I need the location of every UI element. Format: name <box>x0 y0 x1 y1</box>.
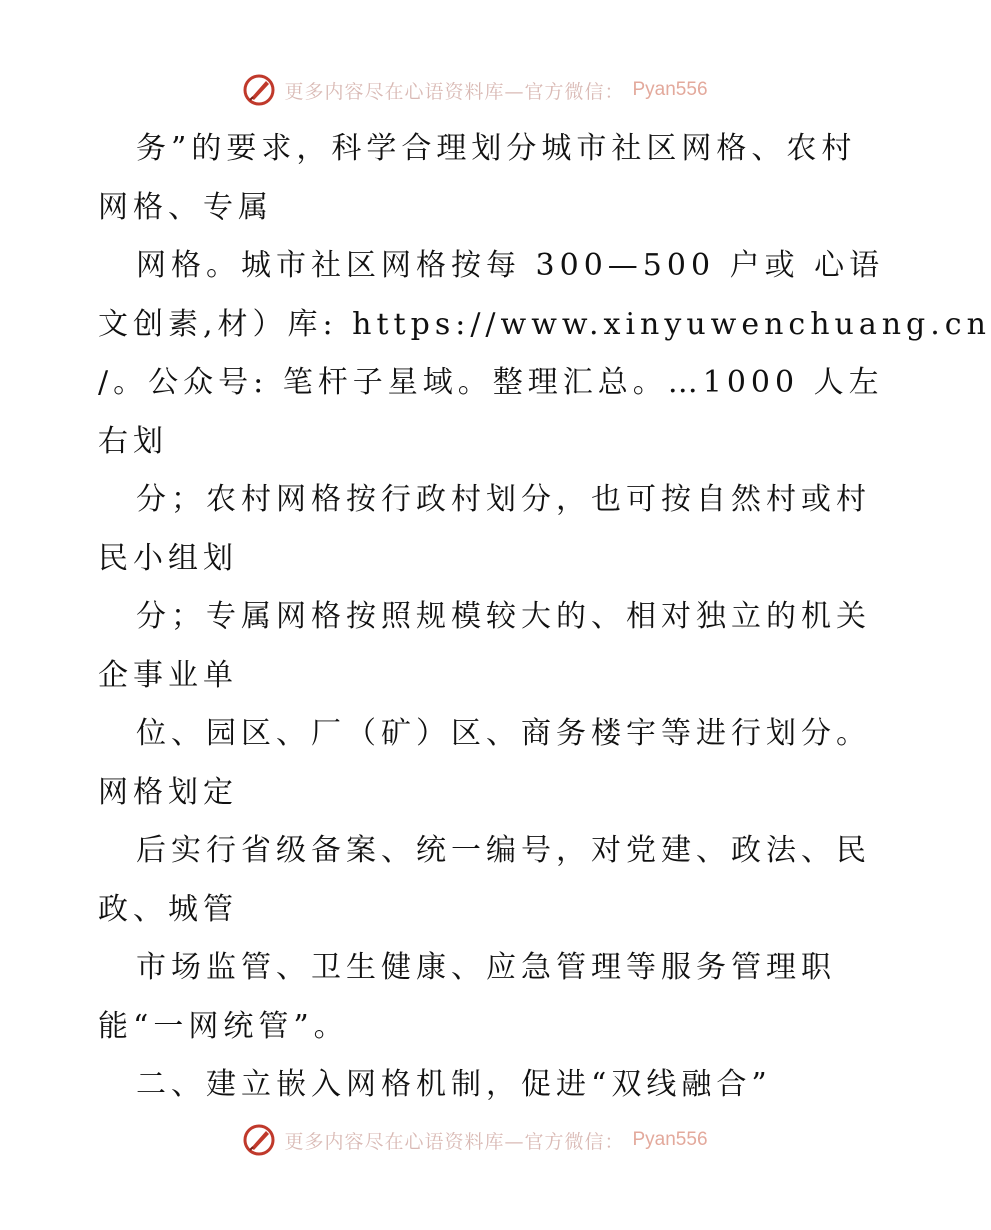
text-line: 位、园区、厂（矿）区、商务楼宇等进行划分。 <box>136 716 871 751</box>
quill-logo-icon <box>242 73 276 107</box>
text-line: 文创素,材）库: https://www.xinyuwenchuang.cn <box>98 306 991 342</box>
watermark-text: 更多内容尽在心语资料库—官方微信： <box>284 80 625 103</box>
text-line: 分；专属网格按照规模较大的、相对独立的机关 <box>136 599 871 634</box>
footer-watermark <box>0 1120 950 1160</box>
text-line: 政、城管 <box>98 891 238 927</box>
header-watermark <box>0 70 950 110</box>
watermark-account: Pyan556 <box>632 1129 708 1150</box>
text-line: /。公众号: 笔杆子星域。整理汇总。…1000 人左 <box>98 365 884 400</box>
watermark-text: 更多内容尽在心语资料库—官方微信： <box>284 1130 625 1153</box>
document-body <box>98 120 991 1110</box>
text-line: 分；农村网格按行政村划分，也可按自然村或村 <box>136 482 871 517</box>
text-line: 网格划定 <box>98 774 238 810</box>
text-line: 市场监管、卫生健康、应急管理等服务管理职 <box>136 950 836 985</box>
text-line: 务”的要求，科学合理划分城市社区网格、农村 <box>136 131 857 166</box>
quill-logo-icon <box>242 1123 276 1157</box>
text-line: 网格。城市社区网格按每 300—500 户或 心语 <box>136 248 885 283</box>
text-line: 能“一网统管”。 <box>98 1008 349 1044</box>
text-line: 民小组划 <box>98 540 238 576</box>
section-heading: 二、建立嵌入网格机制，促进“双线融合” <box>136 1067 772 1102</box>
text-line: 网格、专属 <box>98 189 273 225</box>
watermark-account: Pyan556 <box>632 79 708 100</box>
text-line: 企事业单 <box>98 657 238 693</box>
text-line: 右划 <box>98 423 168 459</box>
text-line: 后实行省级备案、统一编号，对党建、政法、民 <box>136 833 871 868</box>
